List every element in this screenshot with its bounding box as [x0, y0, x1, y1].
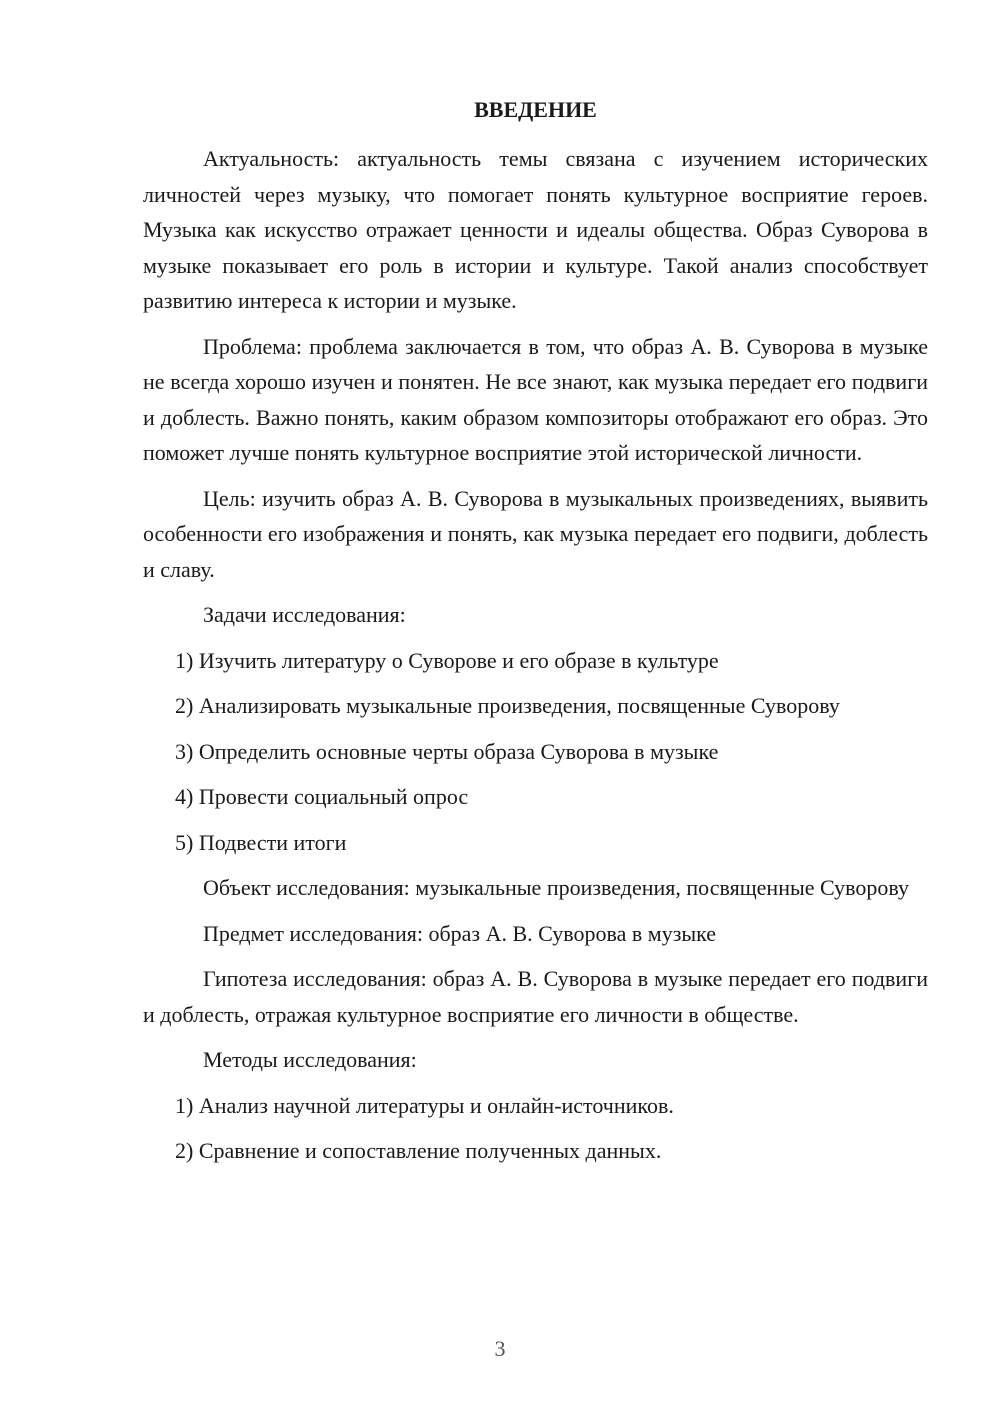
task-item: 3) Определить основные черты образа Суворова в музыке [175, 738, 719, 764]
task-item: 2) Анализировать музыкальные произведения, посвященные Суворову [175, 693, 840, 718]
tasks-list [143, 643, 928, 861]
tasks-heading: Задачи исследования: [203, 602, 406, 627]
task-item: 4) Провести социальный опрос [175, 784, 469, 809]
methods-list [143, 1088, 928, 1169]
problem-paragraph: Проблема: проблема заключается в том, что образ А. В. Суворова в музыке не всегда хорошо изучен и понятен. Не все знают, как музыка передает его подвиги и доблесть. Важно понять, каким образом композиторы отображают его образ. Это поможет лучше понять культурное восприятие этой исторической личности. [143, 333, 928, 465]
object-paragraph: Объект исследования: музыкальные произведения, посвященные Суворову [203, 875, 910, 900]
relevance-paragraph: Актуальность: актуальность темы связана с изучением исторических личностей через музыку, что помогает понять культурное восприятие героев. Музыка как искусство отражает ценности и идеалы общества. Образ Суворова в музыке показывает его роль в истории и культуре. Такой анализ способствует развитию интереса к истории и музыке. [143, 146, 928, 313]
goal-paragraph: Цель: изучить образ А. В. Суворова в музыкальных произведениях, выявить особенности его изображения и понять, как музыка передает его подвиги, доблесть и славу. [143, 485, 928, 582]
document-page [143, 92, 928, 1179]
task-item: 1) Изучить литературу о Суворове и его образе в культуре [175, 647, 719, 673]
methods-heading: Методы исследования: [203, 1047, 417, 1072]
task-item: 5) Подвести итоги [175, 829, 347, 855]
subject-paragraph: Предмет исследования: образ А. В. Суворова в музыке [203, 920, 717, 946]
page-number: 3 [494, 1336, 506, 1361]
method-item: 1) Анализ научной литературы и онлайн-источников. [175, 1092, 674, 1118]
method-item: 2) Сравнение и сопоставление полученных данных. [175, 1138, 662, 1163]
hypothesis-paragraph: Гипотеза исследования: образ А. В. Суворова в музыке передает его подвиги и доблесть, отражая культурное восприятие его личности в обществе. [143, 966, 928, 1027]
section-title: ВВЕДЕНИЕ [474, 97, 597, 122]
